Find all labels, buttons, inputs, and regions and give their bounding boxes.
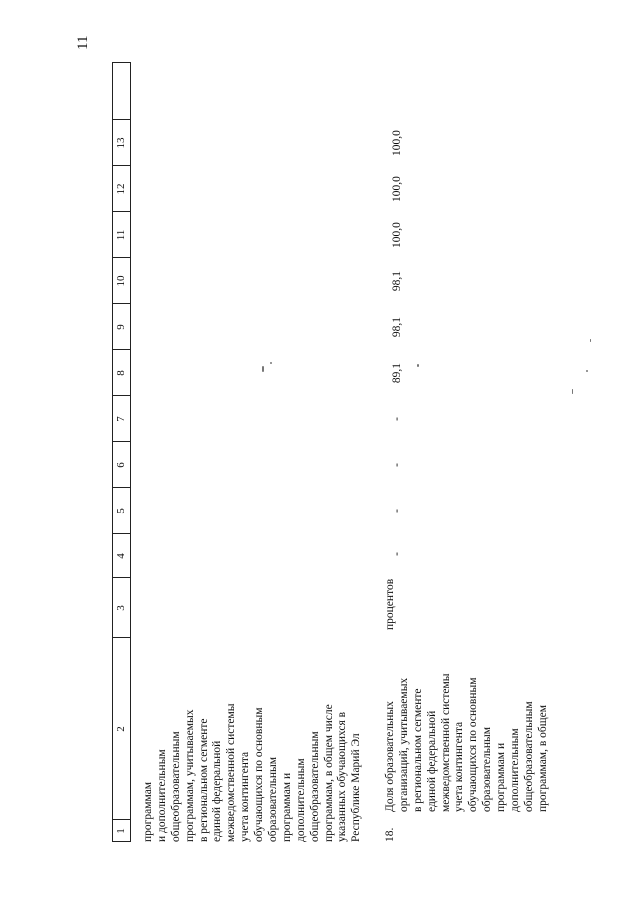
scan-speck [417, 364, 419, 367]
text-line: межведомственной системы [225, 703, 238, 842]
text-line: дополнительным [509, 728, 522, 812]
scan-speck [590, 339, 591, 342]
text-line: программам, учитываемых [183, 709, 196, 842]
value-cell: - [391, 417, 403, 421]
row-number: 18. [384, 827, 396, 842]
text-line: единой федеральной [211, 740, 224, 842]
value-cell: 89,1 [391, 362, 403, 384]
value-cell: - [391, 509, 403, 513]
row-18-text [384, 632, 551, 812]
text-line: учета контингента [239, 751, 252, 842]
text-line: в региональном сегменте [197, 718, 210, 842]
column-number: 12 [115, 183, 127, 195]
page-number: 11 [75, 35, 91, 50]
value-cell: 100,0 [391, 130, 403, 156]
column-number: 3 [115, 605, 127, 611]
scan-speck [270, 362, 272, 364]
text-line: учета контингента [453, 721, 466, 812]
column-number: 10 [115, 275, 127, 287]
text-line: общеобразовательным [308, 731, 321, 842]
text-line: и дополнительным [155, 749, 168, 842]
text-line: общеобразовательным [169, 731, 182, 842]
text-line: указанных обучающихся в [336, 711, 349, 842]
text-line: обучающихся по основным [467, 677, 480, 812]
text-line: единой федеральной [425, 710, 438, 812]
column-number: 5 [115, 508, 127, 514]
value-cell: 98,1 [391, 316, 403, 338]
column-number: 13 [115, 137, 127, 149]
text-line: программам и [495, 742, 508, 812]
text-line: Доля образовательных [384, 701, 396, 812]
text-line: общеобразовательным [522, 701, 535, 812]
column-number: 7 [115, 416, 127, 422]
column-number: 6 [115, 462, 127, 468]
text-line: программам, в общем [536, 705, 549, 812]
column-number: 8 [115, 370, 127, 376]
column-number: 2 [115, 726, 127, 732]
scan-speck [572, 389, 573, 394]
scan-speck [262, 366, 264, 372]
value-cell: - [391, 552, 403, 556]
header-bottom-border [130, 62, 131, 842]
header-divider [112, 62, 130, 63]
value-cell: - [391, 463, 403, 467]
continued-row-text [142, 572, 364, 842]
column-number: 4 [115, 553, 127, 559]
column-number: 11 [115, 229, 127, 241]
text-line: межведомственной системы [439, 673, 452, 812]
unit-cell: процентов [384, 578, 396, 630]
text-line: в региональном сегменте [411, 688, 424, 812]
text-line: организаций, учитываемых [397, 677, 410, 812]
scan-speck [586, 370, 588, 372]
value-cell: 100,0 [391, 222, 403, 248]
column-number: 9 [115, 324, 127, 330]
text-line: образовательным [481, 726, 494, 812]
value-cell: 100,0 [391, 176, 403, 202]
text-line: программам, в общем числе [322, 704, 335, 842]
column-number: 1 [115, 828, 127, 834]
text-line: программам и [280, 772, 293, 842]
text-line: Республике Марий Эл [350, 733, 363, 842]
value-cell: 98,1 [391, 270, 403, 292]
rotated-table [112, 62, 622, 842]
text-line: программам [142, 781, 154, 842]
text-line: образовательным [267, 756, 280, 842]
text-line: обучающихся по основным [253, 707, 266, 842]
text-line: дополнительным [294, 758, 307, 842]
